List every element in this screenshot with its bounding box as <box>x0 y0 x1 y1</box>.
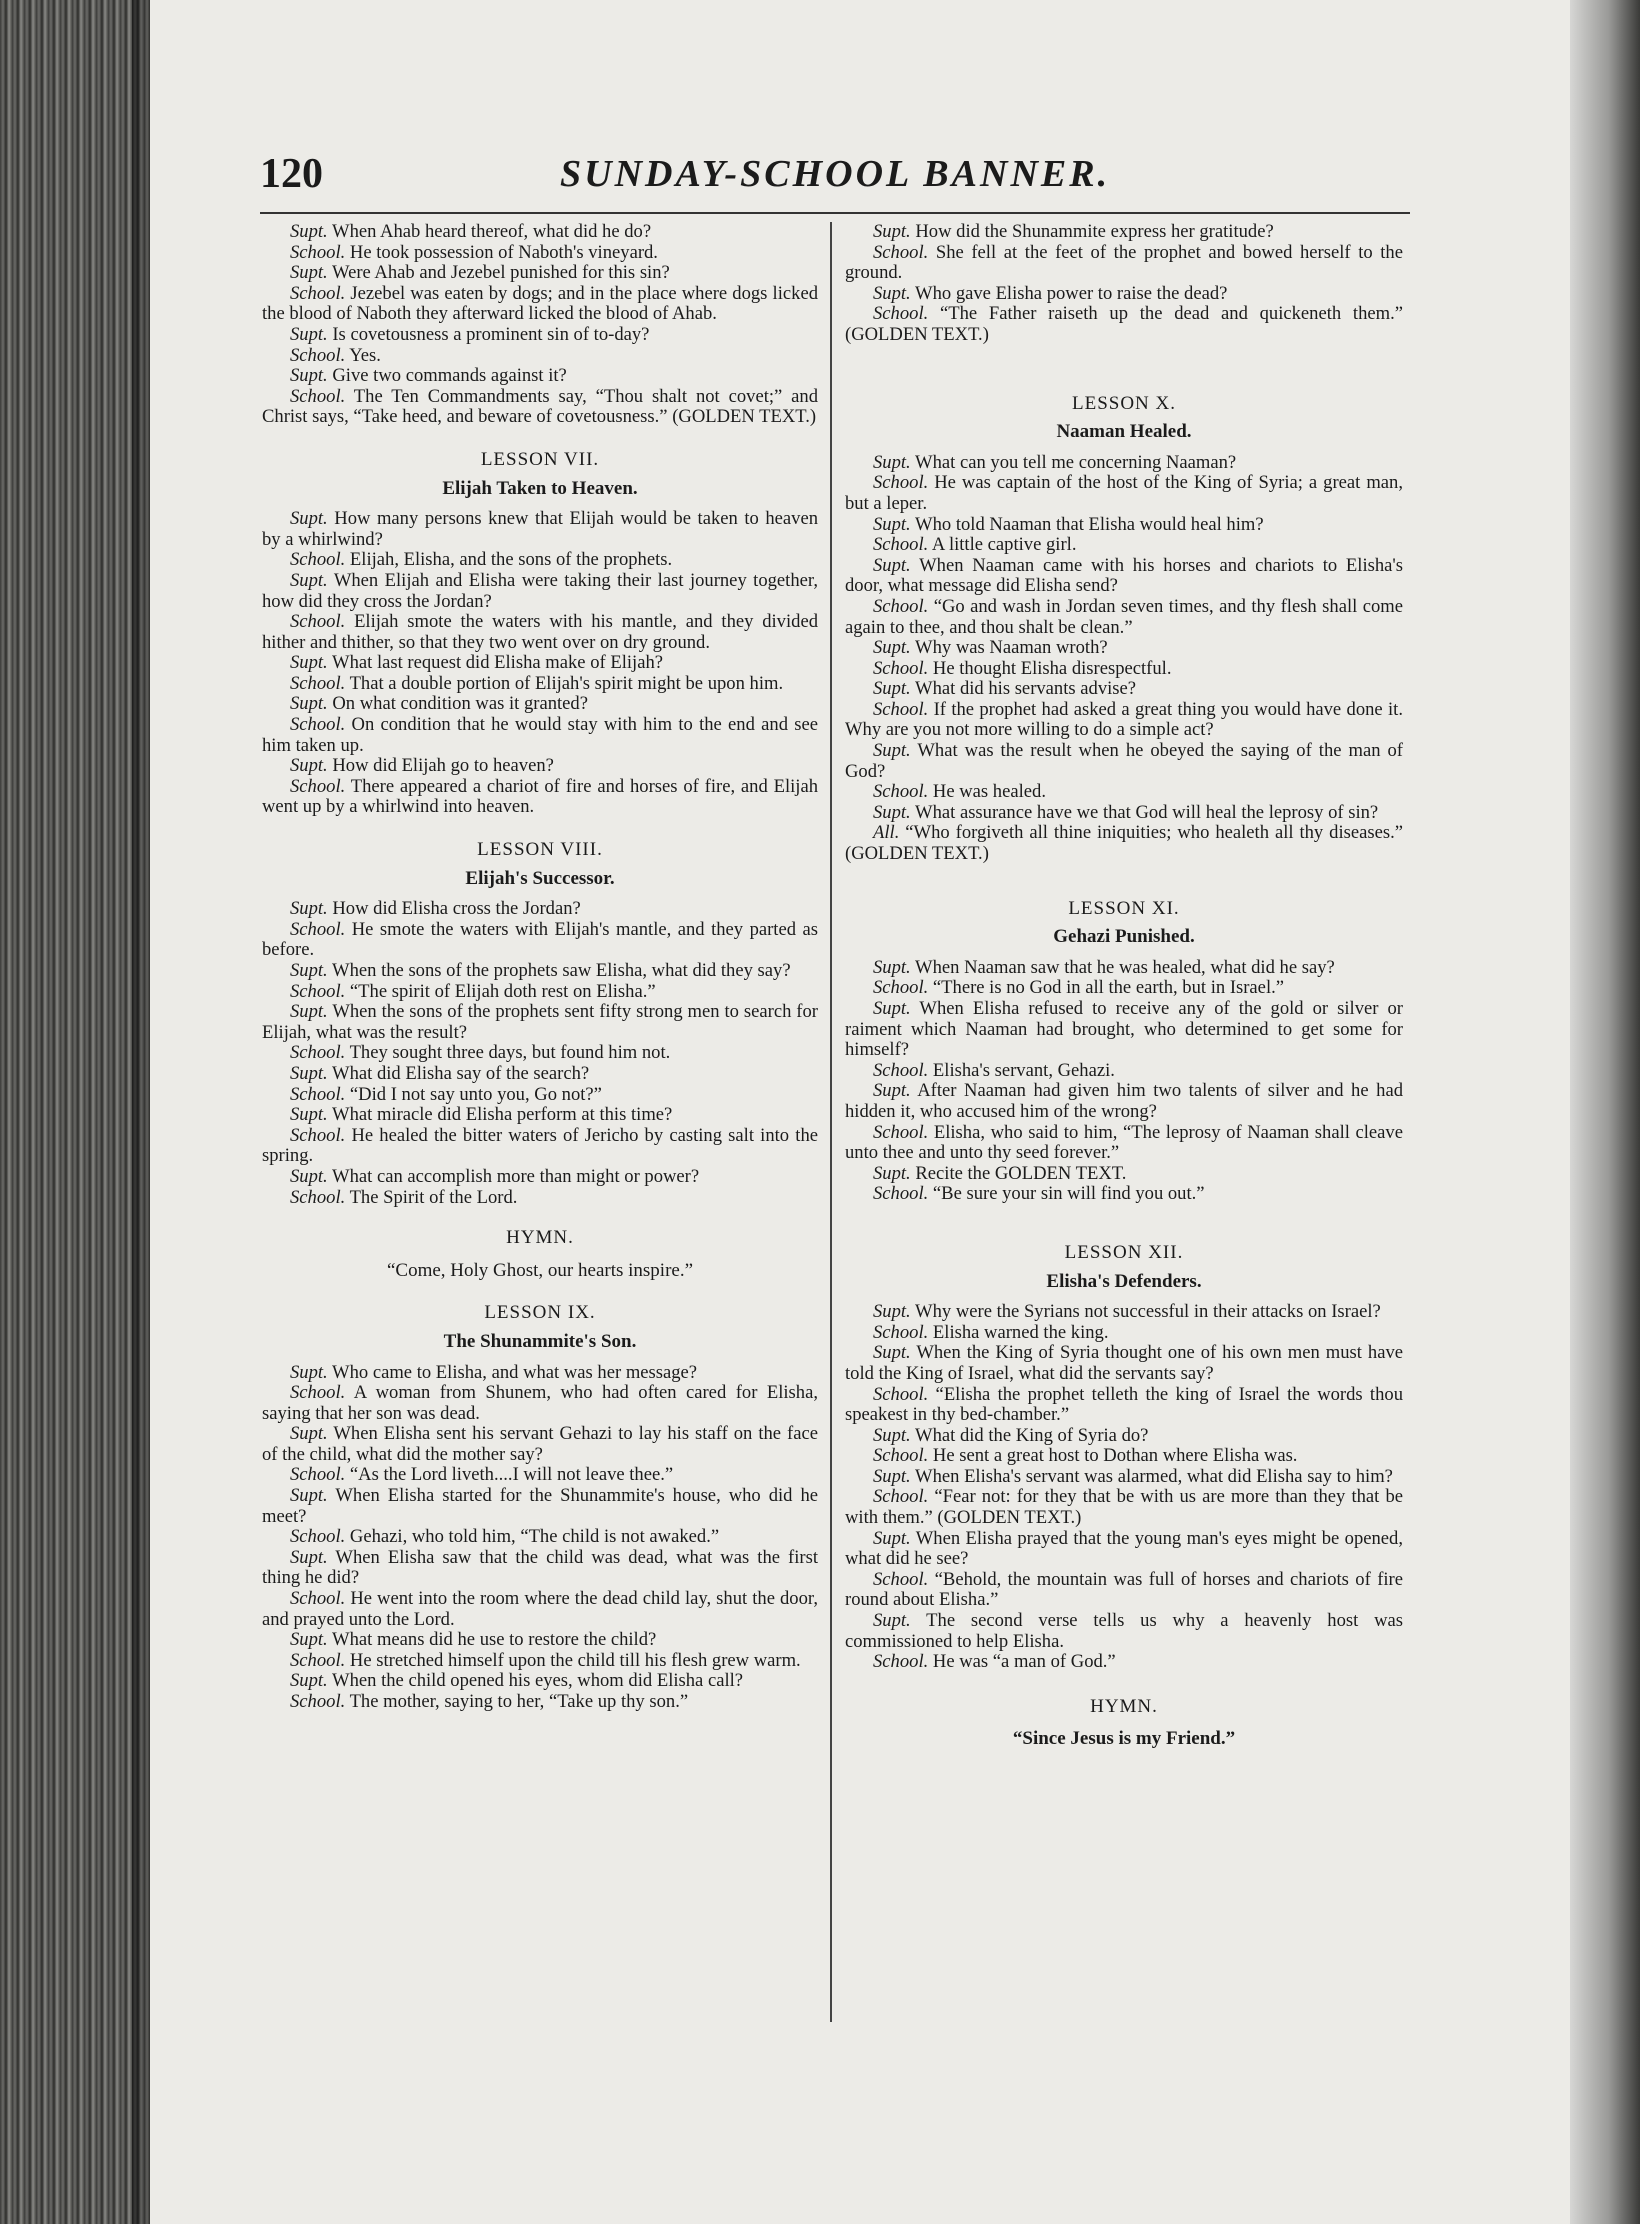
speaker-label: School. <box>873 1651 929 1673</box>
speaker-label: School. <box>290 918 346 940</box>
dialogue-line <box>845 1570 1403 1611</box>
dialogue-line <box>262 1548 818 1589</box>
lesson-title: Elisha's Defenders. <box>1046 1270 1202 1292</box>
dialogue-text: Gehazi, who told him, “The child is not awaked.” <box>345 1526 720 1548</box>
dialogue-line <box>262 1167 818 1188</box>
dialogue-line <box>262 982 818 1003</box>
dialogue-text: Elisha's servant, Gehazi. <box>928 1059 1115 1081</box>
dialogue-text: He healed the bitter waters of Jericho by casting salt into the spring. <box>262 1124 818 1167</box>
dialogue-line <box>262 346 818 367</box>
dialogue-line <box>845 1529 1403 1570</box>
speaker-label: School. <box>873 977 929 999</box>
speaker-label: School. <box>873 1568 929 1590</box>
speaker-label: School. <box>290 1042 346 1064</box>
speaker-label: School. <box>290 385 346 407</box>
dialogue-line <box>845 284 1403 305</box>
dialogue-text: When Elijah and Elisha were taking their last journey together, how did they cross the Jordan? <box>262 569 818 612</box>
dialogue-line <box>262 1043 818 1064</box>
dialogue-line <box>845 1123 1403 1164</box>
lesson-number: LESSON X. <box>1071 392 1176 414</box>
speaker-label: School. <box>290 672 346 694</box>
speaker-label: School. <box>290 282 346 304</box>
lesson-title: Naaman Healed. <box>1056 421 1192 443</box>
dialogue-text: When Elisha saw that the child was dead, what was the first thing he did? <box>262 1546 818 1589</box>
speaker-label: School. <box>873 241 929 263</box>
dialogue-line <box>262 756 818 777</box>
speaker-label: Supt. <box>290 693 328 715</box>
dialogue-line <box>262 899 818 920</box>
speaker-label: Supt. <box>873 282 911 304</box>
dialogue-text: How did Elijah go to heaven? <box>327 755 554 777</box>
dialogue-block <box>845 1302 1403 1673</box>
speaker-label: Supt. <box>290 1629 328 1651</box>
dialogue-text: When Elisha prayed that the young man's eyes might be opened, what did he see? <box>845 1527 1403 1570</box>
dialogue-text: Why was Naaman wroth? <box>910 637 1108 659</box>
dialogue-line <box>262 284 818 325</box>
dialogue-line <box>845 597 1403 638</box>
speaker-label: School. <box>873 698 929 720</box>
speaker-label: School. <box>290 980 346 1002</box>
dialogue-line <box>262 961 818 982</box>
speaker-label: Supt. <box>873 1610 911 1632</box>
dialogue-text: Recite the GOLDEN TEXT. <box>910 1162 1127 1184</box>
dialogue-text: What can you tell me concerning Naaman? <box>910 451 1237 473</box>
speaker-label: School. <box>873 595 929 617</box>
dialogue-text: How many persons knew that Elijah would be taken to heaven by a whirlwind? <box>262 508 818 550</box>
dialogue-text: “Did I not say unto you, Go not?” <box>345 1083 602 1105</box>
dialogue-line <box>845 1467 1403 1488</box>
speaker-label: All. <box>873 822 900 844</box>
dialogue-text: When Naaman saw that he was healed, what did he say? <box>910 956 1335 978</box>
speaker-label: School. <box>290 611 346 633</box>
running-head <box>260 150 1410 210</box>
speaker-label: School. <box>290 1186 346 1208</box>
dialogue-line <box>262 694 818 715</box>
dialogue-text: When Elisha started for the Shunammite's house, who did he meet? <box>262 1485 818 1527</box>
dialogue-line <box>845 999 1403 1061</box>
dialogue-line <box>845 1446 1403 1467</box>
dialogue-line <box>845 473 1403 514</box>
speaker-label: School. <box>290 1382 346 1404</box>
speaker-label: School. <box>873 1183 929 1205</box>
dialogue-text: Were Ahab and Jezebel punished for this sin? <box>327 262 670 284</box>
dialogue-line <box>262 366 818 387</box>
dialogue-line <box>845 659 1403 680</box>
speaker-label: Supt. <box>873 1342 911 1364</box>
dialogue-line <box>262 325 818 346</box>
dialogue-text: Elijah smote the waters with his mantle, and they divided hither and thither, so that they two went over on dry ground. <box>262 611 818 653</box>
dialogue-text: She fell at the feet of the prophet and bowed herself to the ground. <box>845 241 1403 284</box>
dialogue-text: Who gave Elisha power to raise the dead? <box>910 282 1228 304</box>
speaker-label: Supt. <box>290 652 328 674</box>
speaker-label: School. <box>290 1464 346 1486</box>
dialogue-text: Give two commands against it? <box>327 365 567 387</box>
dialogue-line <box>262 1527 818 1548</box>
speaker-label: School. <box>290 775 346 797</box>
dialogue-text: Elisha warned the king. <box>928 1321 1109 1343</box>
speaker-label: Supt. <box>290 262 328 284</box>
dialogue-line <box>262 674 818 695</box>
speaker-label: Supt. <box>290 1546 328 1568</box>
dialogue-line <box>262 387 818 428</box>
dialogue-line <box>845 1343 1403 1384</box>
right-column <box>845 222 1403 1758</box>
speaker-label: School. <box>873 1321 929 1343</box>
dialogue-line <box>262 1064 818 1085</box>
dialogue-text: Is covetousness a prominent sin of to-day? <box>327 323 650 345</box>
speaker-label: Supt. <box>290 323 328 345</box>
dialogue-line <box>845 515 1403 536</box>
dialogue-line <box>845 700 1403 741</box>
dialogue-line <box>845 1081 1403 1122</box>
dialogue-text: He sent a great host to Dothan where Elisha was. <box>928 1445 1298 1467</box>
dialogue-text: On condition that he would stay with him to the end and see him taken up. <box>262 714 818 756</box>
dialogue-line <box>262 612 818 653</box>
speaker-label: School. <box>290 1124 346 1146</box>
dialogue-text: They sought three days, but found him not. <box>345 1042 671 1064</box>
dialogue-text: He was healed. <box>928 781 1046 803</box>
speaker-label: School. <box>873 1383 929 1405</box>
dialogue-line <box>845 1611 1403 1652</box>
dialogue-text: What means did he use to restore the child? <box>327 1629 657 1651</box>
lesson-title: Gehazi Punished. <box>1053 926 1195 948</box>
left-column <box>262 222 818 1713</box>
hymn-label: HYMN. <box>1090 1695 1158 1717</box>
speaker-label: Supt. <box>290 755 328 777</box>
dialogue-text: Elijah, Elisha, and the sons of the prophets. <box>345 549 673 571</box>
dialogue-line <box>845 679 1403 700</box>
dialogue-line <box>845 1426 1403 1447</box>
dialogue-text: What last request did Elisha make of Elijah? <box>327 652 663 674</box>
dialogue-text: He went into the room where the dead child lay, shut the door, and prayed unto the Lord. <box>262 1588 818 1630</box>
dialogue-text: “Who forgiveth all thine iniquities; who healeth all thy diseases.” (GOLDEN TEXT.) <box>845 822 1403 865</box>
dialogue-block <box>262 222 818 428</box>
speaker-label: Supt. <box>873 554 911 576</box>
dialogue-line <box>262 222 818 243</box>
speaker-label: Supt. <box>873 956 911 978</box>
dialogue-line <box>845 803 1403 824</box>
page-number: 120 <box>260 151 323 197</box>
hymn-label: HYMN. <box>506 1227 574 1249</box>
dialogue-block <box>845 222 1403 346</box>
speaker-label: Supt. <box>873 1465 911 1487</box>
speaker-label: School. <box>290 344 346 366</box>
speaker-label: Supt. <box>873 1080 911 1102</box>
lesson-number: LESSON IX. <box>484 1302 596 1324</box>
dialogue-text: He took possession of Naboth's vineyard. <box>345 241 658 263</box>
speaker-label: Supt. <box>873 1424 911 1446</box>
dialogue-line <box>845 1164 1403 1185</box>
dialogue-line <box>262 1589 818 1630</box>
dialogue-line <box>845 782 1403 803</box>
dialogue-line <box>845 304 1403 345</box>
dialogue-line <box>262 550 818 571</box>
dialogue-text: When the child opened his eyes, whom did Elisha call? <box>327 1670 744 1692</box>
speaker-label: Supt. <box>290 569 328 591</box>
dialogue-line <box>262 1630 818 1651</box>
speaker-label: Supt. <box>873 221 911 242</box>
dialogue-text: Elisha, who said to him, “The leprosy of Naaman shall cleave unto thee and unto thy seed forever.” <box>845 1121 1403 1164</box>
dialogue-text: What can accomplish more than might or power? <box>327 1165 700 1187</box>
speaker-label: School. <box>290 1526 346 1548</box>
speaker-label: Supt. <box>873 451 911 473</box>
speaker-label: Supt. <box>290 960 328 981</box>
dialogue-line <box>262 920 818 961</box>
dialogue-text: On what condition was it granted? <box>327 693 588 715</box>
speaker-label: Supt. <box>873 513 911 535</box>
dialogue-line <box>845 741 1403 782</box>
speaker-label: School. <box>873 1059 929 1081</box>
speaker-label: Supt. <box>290 1165 328 1187</box>
speaker-label: School. <box>290 241 346 263</box>
dialogue-line <box>845 1323 1403 1344</box>
dialogue-text: When Elisha sent his servant Gehazi to lay his staff on the face of the child, what did the mother say? <box>262 1423 818 1465</box>
speaker-label: Supt. <box>290 1062 328 1084</box>
dialogue-text: What did Elisha say of the search? <box>327 1062 590 1084</box>
dialogue-line <box>262 1651 818 1672</box>
speaker-label: Supt. <box>290 1423 328 1445</box>
speaker-label: Supt. <box>290 1001 328 1023</box>
speaker-label: Supt. <box>873 1527 911 1549</box>
dialogue-line <box>845 1302 1403 1323</box>
dialogue-text: When the King of Syria thought one of his own men must have told the King of Israel, what did the servants say? <box>845 1342 1403 1384</box>
journal-title: SUNDAY-SCHOOL BANNER. <box>560 153 1111 195</box>
speaker-label: Supt. <box>290 1361 328 1383</box>
dialogue-text: The mother, saying to her, “Take up thy son.” <box>345 1691 689 1712</box>
speaker-label: Supt. <box>873 801 911 823</box>
lesson-number: LESSON VIII. <box>477 839 603 861</box>
book-binding <box>0 0 150 2224</box>
dialogue-line <box>845 638 1403 659</box>
speaker-label: Supt. <box>873 637 911 659</box>
dialogue-line <box>262 1126 818 1167</box>
speaker-label: School. <box>873 303 929 325</box>
dialogue-line <box>262 1486 818 1527</box>
speaker-label: School. <box>290 549 346 571</box>
lesson-title: Elijah's Successor. <box>465 867 615 889</box>
dialogue-text: “Be sure your sin will find you out.” <box>928 1183 1205 1205</box>
dialogue-text: He stretched himself upon the child till his flesh grew warm. <box>345 1649 801 1671</box>
dialogue-line <box>845 978 1403 999</box>
dialogue-text: “Go and wash in Jordan seven times, and thy flesh shall come again to thee, and thou shalt be clean.” <box>845 595 1403 638</box>
hymn-line: “Since Jesus is my Friend.” <box>1012 1728 1236 1750</box>
speaker-label: School. <box>290 1649 346 1671</box>
dialogue-text: Who came to Elisha, and what was her message? <box>327 1361 698 1383</box>
dialogue-text: What was the result when he obeyed the saying of the man of God? <box>845 740 1403 782</box>
dialogue-block <box>262 509 818 818</box>
dialogue-text: Jezebel was eaten by dogs; and in the place where dogs licked the blood of Naboth they afterward licked the blood of Ahab. <box>262 282 818 325</box>
dialogue-line <box>845 958 1403 979</box>
speaker-label: School. <box>873 1486 929 1508</box>
speaker-label: Supt. <box>873 1301 911 1323</box>
dialogue-text: He was “a man of God.” <box>928 1651 1116 1673</box>
speaker-label: Supt. <box>290 365 328 387</box>
speaker-label: School. <box>873 781 929 803</box>
dialogue-text: “Elisha the prophet telleth the king of Israel the words thou speakest in thy bed-chamber.” <box>845 1383 1403 1426</box>
speaker-label: School. <box>873 534 929 556</box>
speaker-label: Supt. <box>290 1670 328 1692</box>
speaker-label: School. <box>290 1691 346 1712</box>
dialogue-text: How did the Shunammite express her gratitude? <box>910 221 1274 242</box>
dialogue-text: “There is no God in all the earth, but in Israel.” <box>928 977 1285 999</box>
dialogue-line <box>262 1002 818 1043</box>
hymn-line: “Come, Holy Ghost, our hearts inspire.” <box>386 1259 694 1281</box>
dialogue-block <box>262 899 818 1208</box>
speaker-label: School. <box>873 472 929 494</box>
dialogue-block <box>845 958 1403 1205</box>
speaker-label: Supt. <box>873 740 911 762</box>
speaker-label: Supt. <box>290 898 328 920</box>
lesson-number: LESSON VII. <box>480 448 600 470</box>
dialogue-text: Who told Naaman that Elisha would heal him? <box>910 513 1264 535</box>
dialogue-line <box>262 1363 818 1384</box>
speaker-label: School. <box>873 1445 929 1467</box>
dialogue-text: When Elisha refused to receive any of the gold or silver or raiment which Naaman had brought, who determined to get some for himself? <box>845 998 1403 1061</box>
dialogue-line <box>262 263 818 284</box>
dialogue-text: When Ahab heard thereof, what did he do? <box>327 221 652 242</box>
dialogue-text: That a double portion of Elijah's spirit might be upon him. <box>345 672 784 694</box>
dialogue-line <box>262 1424 818 1465</box>
column-divider <box>830 222 832 2022</box>
lesson-title: The Shunammite's Son. <box>443 1330 637 1352</box>
dialogue-line <box>262 1085 818 1106</box>
lesson-number: LESSON XII. <box>1064 1241 1184 1263</box>
dialogue-line <box>845 222 1403 243</box>
dialogue-line <box>262 1671 818 1692</box>
dialogue-line <box>845 1061 1403 1082</box>
speaker-label: Supt. <box>873 998 911 1019</box>
speaker-label: School. <box>290 1083 346 1105</box>
dialogue-text: “The spirit of Elijah doth rest on Elisha.” <box>345 980 656 1002</box>
dialogue-line <box>845 1652 1403 1673</box>
dialogue-block <box>845 453 1403 865</box>
dialogue-line <box>262 777 818 818</box>
page-edge <box>1570 0 1640 2224</box>
dialogue-line <box>845 535 1403 556</box>
dialogue-text: “The Father raiseth up the dead and quickeneth them.” (GOLDEN TEXT.) <box>845 303 1403 345</box>
dialogue-text: “Fear not: for they that be with us are more than they that be with them.” (GOLDEN TEXT.) <box>845 1486 1403 1529</box>
dialogue-text: The Spirit of the Lord. <box>345 1186 518 1208</box>
dialogue-text: What did his servants advise? <box>910 678 1137 700</box>
dialogue-text: A woman from Shunem, who had often cared for Elisha, saying that her son was dead. <box>262 1382 818 1424</box>
dialogue-line <box>262 1188 818 1209</box>
dialogue-text: If the prophet had asked a great thing you would have done it. Why are you not more willing to do a simple act? <box>845 698 1403 741</box>
dialogue-text: When the sons of the prophets saw Elisha, what did they say? <box>327 960 791 981</box>
dialogue-text: What assurance have we that God will heal the leprosy of sin? <box>910 801 1379 823</box>
dialogue-text: When the sons of the prophets sent fifty strong men to search for Elijah, what was the result? <box>262 1001 818 1043</box>
dialogue-text: The Ten Commandments say, “Thou shalt not covet;” and Christ says, “Take heed, and beware of covetousness.” (GOLDEN TEXT.) <box>262 385 818 428</box>
lesson-number: LESSON XI. <box>1068 897 1180 919</box>
dialogue-text: How did Elisha cross the Jordan? <box>327 898 581 920</box>
speaker-label: Supt. <box>290 1485 328 1507</box>
dialogue-text: A little captive girl. <box>928 534 1077 556</box>
dialogue-line <box>845 453 1403 474</box>
dialogue-text: Why were the Syrians not successful in their attacks on Israel? <box>910 1301 1381 1323</box>
dialogue-line <box>845 823 1403 864</box>
dialogue-text: “As the Lord liveth....I will not leave thee.” <box>345 1464 674 1486</box>
dialogue-line <box>845 1487 1403 1528</box>
dialogue-text: He smote the waters with Elijah's mantle, and they parted as before. <box>262 918 818 961</box>
dialogue-text: When Naaman came with his horses and chariots to Elisha's door, what message did Elisha send? <box>845 554 1403 597</box>
dialogue-line <box>262 1465 818 1486</box>
dialogue-line <box>262 571 818 612</box>
dialogue-line <box>262 653 818 674</box>
speaker-label: School. <box>290 714 346 736</box>
speaker-label: School. <box>290 1588 346 1610</box>
speaker-label: School. <box>873 1121 929 1143</box>
dialogue-line <box>845 556 1403 597</box>
dialogue-text: What miracle did Elisha perform at this time? <box>327 1104 673 1126</box>
dialogue-text: There appeared a chariot of fire and horses of fire, and Elijah went up by a whirlwind into heaven. <box>262 775 818 818</box>
dialogue-text: When Elisha's servant was alarmed, what did Elisha say to him? <box>910 1465 1393 1487</box>
dialogue-text: After Naaman had given him two talents of silver and he had hidden it, who accused him of the wrong? <box>845 1080 1403 1122</box>
dialogue-line <box>262 1105 818 1126</box>
dialogue-line <box>262 1383 818 1424</box>
dialogue-line <box>262 715 818 756</box>
dialogue-line <box>845 1184 1403 1205</box>
speaker-label: Supt. <box>873 678 911 700</box>
speaker-label: Supt. <box>290 508 328 530</box>
dialogue-line <box>845 1385 1403 1426</box>
dialogue-text: He was captain of the host of the King of Syria; a great man, but a leper. <box>845 472 1403 514</box>
dialogue-text: The second verse tells us why a heavenly host was commissioned to help Elisha. <box>845 1610 1403 1652</box>
speaker-label: Supt. <box>290 221 328 242</box>
speaker-label: School. <box>873 657 929 679</box>
lesson-title: Elijah Taken to Heaven. <box>442 477 638 499</box>
dialogue-text: What did the King of Syria do? <box>910 1424 1149 1446</box>
dialogue-line <box>262 509 818 550</box>
speaker-label: Supt. <box>290 1104 328 1126</box>
dialogue-line <box>845 243 1403 284</box>
dialogue-block <box>262 1363 818 1713</box>
dialogue-text: He thought Elisha disrespectful. <box>928 657 1172 679</box>
header-rule <box>260 212 1410 214</box>
dialogue-line <box>262 1692 818 1713</box>
dialogue-text: Yes. <box>345 344 381 366</box>
speaker-label: Supt. <box>873 1162 911 1184</box>
dialogue-line <box>262 243 818 264</box>
dialogue-text: “Behold, the mountain was full of horses and chariots of fire round about Elisha.” <box>845 1568 1403 1611</box>
